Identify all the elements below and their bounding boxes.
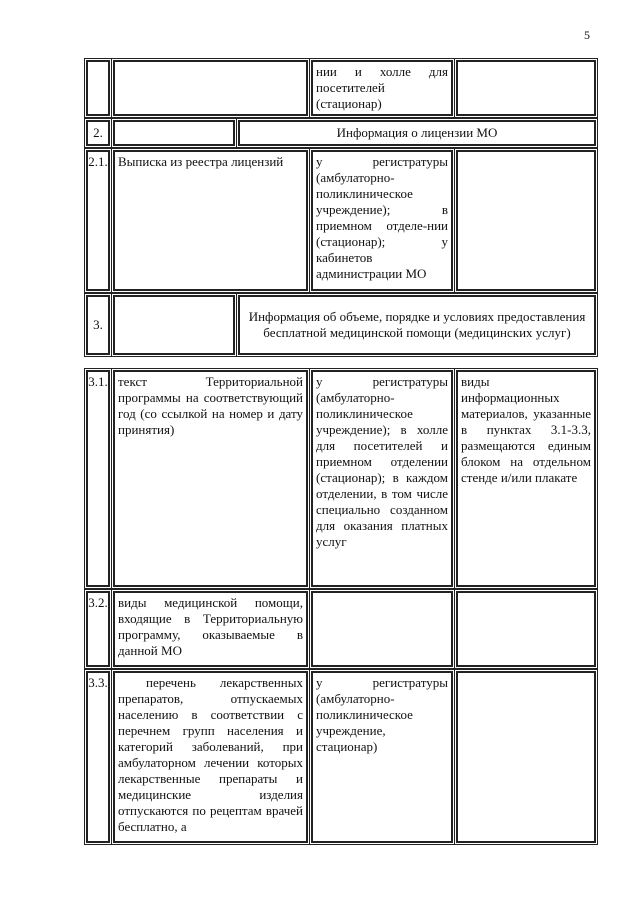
row-name: Выписка из реестра лицензий bbox=[113, 150, 308, 291]
table-row bbox=[86, 148, 596, 293]
row-number bbox=[86, 60, 110, 116]
table-row bbox=[86, 669, 596, 845]
row-note: виды информационных материалов, указанные в пунктах 3.1-3.3, размещаются единым блоком на отдельном стенде и/или плакате bbox=[456, 370, 596, 587]
row-note bbox=[456, 671, 596, 843]
row-number: 2.1. bbox=[86, 150, 110, 291]
row-note bbox=[456, 150, 596, 291]
table-row bbox=[86, 368, 596, 589]
row-name: перечень лекарственных препаратов, отпускаемых населению в соответствии с перечнем групп населения и категорий заболеваний, при амбулаторном лечении которых лекарственные препараты и медицинские изделия отпускаются по рецептам врачей бесплатно, а bbox=[113, 671, 308, 843]
row-placement: у регистратуры (амбулаторно-поликлиническое учреждение); в приемном отделе-нии (стационар); у кабинетов администрации МО bbox=[311, 150, 453, 291]
section-blank-cell bbox=[113, 120, 235, 146]
section-number: 2. bbox=[86, 120, 110, 146]
table-row bbox=[86, 589, 596, 669]
row-number: 3.3. bbox=[86, 671, 110, 843]
row-note bbox=[456, 60, 596, 116]
row-placement: у регистратуры (амбулаторно-поликлиническое учреждение, стационар) bbox=[311, 671, 453, 843]
row-name: виды медицинской помощи, входящие в Территориальную программу, оказываемые в данной МО bbox=[113, 591, 308, 667]
row-placement: нии и холле для посетителей (стационар) bbox=[311, 60, 453, 116]
row-placement bbox=[311, 591, 453, 667]
row-note bbox=[456, 591, 596, 667]
section-blank-cell bbox=[113, 295, 235, 355]
section-title: Информация о лицензии МО bbox=[238, 120, 596, 146]
section-row bbox=[86, 293, 596, 357]
row-name bbox=[113, 60, 308, 116]
section-title: Информация об объеме, порядке и условиях предоставления бесплатной медицинской помощи (медицинских услуг) bbox=[238, 295, 596, 355]
page-number: 5 bbox=[584, 28, 590, 42]
section-number: 3. bbox=[86, 295, 110, 355]
row-placement: у регистратуры (амбулаторно-поликлиническое учреждение); в холле для посетителей и приемном отделении (стационар); в каждом отделении, в том числе специально созданном для оказания платных услуг bbox=[311, 370, 453, 587]
row-number: 3.1. bbox=[86, 370, 110, 587]
section-row bbox=[86, 118, 596, 148]
row-name: текст Территориальной программы на соответствующий год (со ссылкой на номер и дату принятия) bbox=[113, 370, 308, 587]
row-number: 3.2. bbox=[86, 591, 110, 667]
table-row bbox=[86, 58, 596, 118]
